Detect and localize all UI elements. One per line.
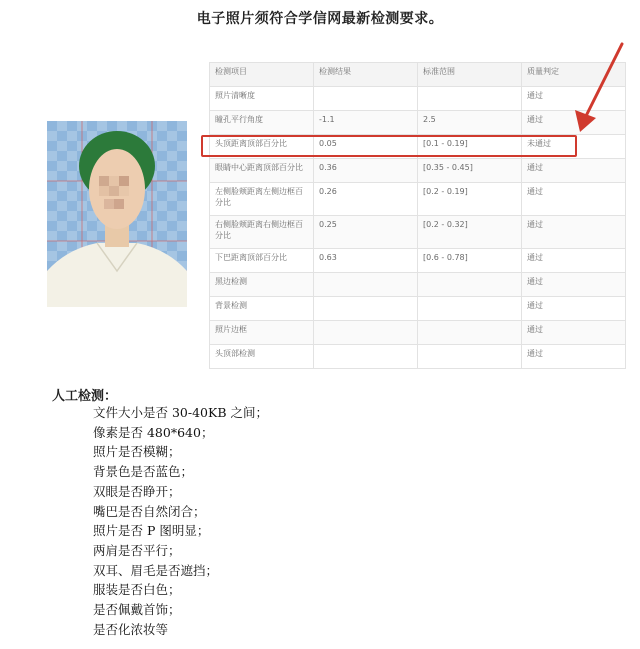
cell-item: 下巴距离顶部百分比 bbox=[210, 249, 314, 273]
detection-table bbox=[209, 62, 626, 369]
cell-range bbox=[418, 297, 522, 321]
cell-item: 照片边框 bbox=[210, 321, 314, 345]
list-item: 像素是否 480*640； bbox=[93, 424, 214, 440]
table-row bbox=[210, 297, 626, 321]
list-item: 是否佩戴首饰； bbox=[93, 602, 181, 618]
list-item: 照片是否 P 图明显； bbox=[93, 523, 210, 539]
header-result: 检测结果 bbox=[314, 63, 418, 87]
list-item: 文件大小是否 30-40KB 之间； bbox=[93, 405, 269, 420]
cell-item: 右侧脸颊距离右侧边框百分比 bbox=[210, 216, 314, 249]
table-row bbox=[210, 249, 626, 273]
cell-verdict: 通过 bbox=[522, 345, 626, 369]
cell-range: [0.35 - 0.45] bbox=[418, 159, 522, 183]
list-item: 是否化浓妆等 bbox=[93, 621, 169, 637]
shirt-shape bbox=[47, 243, 187, 307]
failed-row-highlight bbox=[201, 135, 577, 157]
cell-result: 0.36 bbox=[314, 159, 418, 183]
table-row bbox=[210, 159, 626, 183]
list-item: 双耳、眉毛是否遮挡； bbox=[93, 562, 219, 578]
cell-item: 黑边检测 bbox=[210, 273, 314, 297]
list-item: 嘴巴是否自然闭合； bbox=[93, 503, 206, 519]
header-range: 标准范围 bbox=[418, 63, 522, 87]
table-row bbox=[210, 345, 626, 369]
cell-verdict: 通过 bbox=[522, 273, 626, 297]
cell-result: 0.26 bbox=[314, 183, 418, 216]
cell-item: 头顶部检测 bbox=[210, 345, 314, 369]
cell-item: 照片清晰度 bbox=[210, 87, 314, 111]
table-row bbox=[210, 111, 626, 135]
cell-range: [0.2 - 0.19] bbox=[418, 183, 522, 216]
cell-result: 0.05 bbox=[314, 135, 418, 159]
cell-item: 左侧脸颊距离左侧边框百分比 bbox=[210, 183, 314, 216]
list-item: 背景色是否蓝色； bbox=[93, 464, 194, 480]
cell-result: 0.63 bbox=[314, 249, 418, 273]
document-title: 电子照片须符合学信网最新检测要求。 bbox=[196, 11, 444, 27]
cell-range bbox=[418, 321, 522, 345]
cell-result bbox=[314, 321, 418, 345]
cell-item: 眼睛中心距离顶部百分比 bbox=[210, 159, 314, 183]
cell-item: 瞳孔平行角度 bbox=[210, 111, 314, 135]
header-item: 检测项目 bbox=[210, 63, 314, 87]
table-row bbox=[210, 321, 626, 345]
cell-result: -1.1 bbox=[314, 111, 418, 135]
cell-verdict: 通过 bbox=[522, 87, 626, 111]
list-item: 照片是否模糊； bbox=[93, 444, 181, 460]
table-row bbox=[210, 183, 626, 216]
cell-result bbox=[314, 297, 418, 321]
cell-verdict: 通过 bbox=[522, 183, 626, 216]
portrait-illustration bbox=[47, 121, 187, 307]
cell-verdict: 通过 bbox=[522, 216, 626, 249]
table-header-row bbox=[210, 63, 626, 87]
cell-range: [0.6 - 0.78] bbox=[418, 249, 522, 273]
cell-verdict: 通过 bbox=[522, 249, 626, 273]
cell-result bbox=[314, 273, 418, 297]
header-verdict: 质量判定 bbox=[522, 63, 626, 87]
table-row bbox=[210, 87, 626, 111]
cell-range bbox=[418, 345, 522, 369]
cell-range bbox=[418, 87, 522, 111]
manual-check-list bbox=[93, 403, 268, 639]
cell-item: 背景检测 bbox=[210, 297, 314, 321]
cell-verdict: 通过 bbox=[522, 159, 626, 183]
cell-range bbox=[418, 273, 522, 297]
cell-range: [0.2 - 0.32] bbox=[418, 216, 522, 249]
cell-verdict: 通过 bbox=[522, 297, 626, 321]
cell-range: 2.5 bbox=[418, 111, 522, 135]
manual-check-title: 人工检测： bbox=[52, 389, 118, 404]
id-photo-sample bbox=[47, 121, 187, 307]
cell-verdict: 通过 bbox=[522, 321, 626, 345]
cell-result bbox=[314, 87, 418, 111]
cell-item: 头顶距离顶部百分比 bbox=[210, 135, 314, 159]
list-item: 两肩是否平行； bbox=[93, 542, 181, 558]
cell-verdict: 通过 bbox=[522, 111, 626, 135]
cell-result bbox=[314, 345, 418, 369]
cell-range: [0.1 - 0.19] bbox=[418, 135, 522, 159]
cell-verdict: 未通过 bbox=[522, 135, 626, 159]
list-item: 服装是否白色； bbox=[93, 582, 181, 598]
list-item: 双眼是否睁开； bbox=[93, 483, 181, 499]
table-row bbox=[210, 273, 626, 297]
table-row bbox=[210, 216, 626, 249]
cell-result: 0.25 bbox=[314, 216, 418, 249]
